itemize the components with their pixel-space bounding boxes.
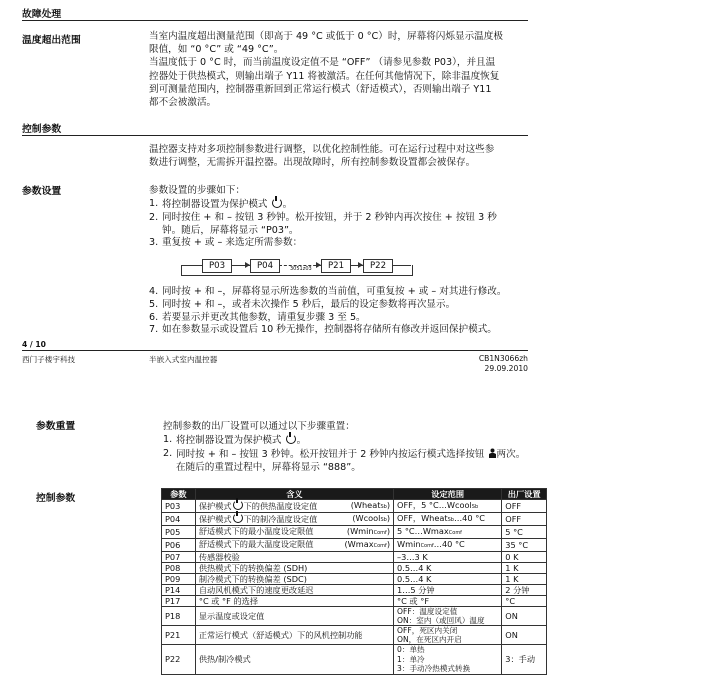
column-header: 含义: [195, 489, 393, 500]
table-row: P04 保护模式 下的制冷温度设定值 (WcoolSb) OFF，WheatSb…40 °C OFF: [162, 513, 547, 526]
param-reset-intro: 控制参数的出厂设置可以通过以下步骤重置：: [163, 421, 355, 432]
list-item: 钟。随后，屏幕将显示 “P03”。: [162, 224, 299, 236]
footer-company: 西门子楼宇科技: [22, 355, 76, 364]
temp-out-of-range-text: 当室内温度超出测量范围（即高于 49 °C 或低于 0 °C）时，屏幕将闪烁显示温度极 限值，如 “0 °C” 或 “49 °C”。 当温度低于 0 °C 时，而当前温度设定值不是 “OFF” （请参见参数 P03），并且温 控器处于供热模式，则输出端子 Y11 将被激活。在任何其他情况下，除非温度恢复 到可测量范围内，控制器重新回到正常运行模式（舒适模式），否则输出端子 Y11 都不会被激活。: [149, 31, 503, 109]
param-setting-steps: [149, 198, 529, 250]
param-reset-steps: [163, 434, 558, 474]
sequence-box: P04: [250, 259, 280, 273]
label-control-params-table: 控制参数: [36, 493, 76, 504]
list-item: 1. 将控制器设置为保护模式 。: [149, 198, 293, 210]
footer-date: 29.09.2010: [484, 364, 528, 373]
power-icon: [233, 513, 243, 523]
table-row: P18 显示温度或设定值 OFF：温度设定值 ON：室内（或回风）温度 ON: [162, 607, 547, 626]
list-item: 6. 若要显示并更改其他参数，请重复步骤 3 至 5。: [149, 311, 366, 323]
divider: [22, 135, 528, 136]
table-row: P07 传感器校验 –3…3 K 0 K: [162, 552, 547, 563]
table-row: P03 保护模式 下的供热温度设定值 (WheatSb) OFF，5 °C…WcoolSb OFF: [162, 500, 547, 513]
table-row: P09 制冷模式下的转换偏差 (SDC) 0.5…4 K 1 K: [162, 574, 547, 585]
list-item: 1. 将控制器设置为保护模式 。: [163, 434, 307, 446]
power-icon: [286, 434, 296, 444]
table-row: P14 自动风机模式下的速度更改延迟 1…5 分钟 2 分钟: [162, 585, 547, 596]
list-item: 5. 同时按 + 和 –，或者未次操作 5 秒后，最后的设定参数将再次显示。: [149, 298, 456, 310]
table-row: P22 供热/制冷模式 0：单热 1：单冷 3：手动冷热模式转换 3：手动: [162, 645, 547, 675]
table-header-row: [162, 489, 547, 500]
footer-product: 半嵌入式室内温控器: [149, 355, 218, 364]
power-icon: [272, 198, 282, 208]
column-header: 参数: [162, 489, 196, 500]
divider: [22, 20, 528, 21]
footer-doc-id: CB1N3066zh: [478, 354, 528, 363]
column-header: 出厂设置: [502, 489, 547, 500]
label-param-setting: 参数设置: [22, 186, 62, 197]
control-params-intro: 温控器支持对多项控制参数进行调整，以优化控制性能。可在运行过程中对这些参 数进行调整，无需拆开温控器。出现故障时，所有控制参数设置都会被保存。: [149, 144, 495, 169]
table-row: P08 供热模式下的转换偏差 (SDH) 0.5…4 K 1 K: [162, 563, 547, 574]
sequence-box: P21: [321, 259, 351, 273]
power-icon: [233, 500, 243, 510]
section-title-control-params: 控制参数: [22, 124, 62, 135]
sequence-box: P03: [202, 259, 232, 273]
parameter-sequence-diagram: [181, 255, 412, 277]
control-params-table: [161, 488, 547, 675]
list-item: 2. 同时按住 + 和 – 按钮 3 秒钟。松开按钮，并于 2 秒钟内再次按住 + 按钮 3 秒: [149, 211, 497, 223]
table-row: P05 舒适模式下的最小温度设定限值 (WminComf) 5 °C…WmaxComf 5 °C: [162, 526, 547, 539]
page-number: 4 / 10: [22, 340, 46, 349]
diagram-ref-label: 3051z03: [290, 266, 312, 272]
person-icon: [488, 448, 497, 458]
list-item: 3. 重复按 + 或 – 来选定所需参数：: [149, 237, 303, 249]
divider: [22, 350, 528, 351]
table-row: P21 正常运行模式（舒适模式）下的风机控制功能 OFF，死区内关闭 ON，在死区内开启 ON: [162, 626, 547, 645]
label-temp-out-of-range: 温度超出范围: [22, 35, 81, 46]
table-row: P17 °C 或 °F 的选择 °C 或 °F °C: [162, 596, 547, 607]
table-row: P06 舒适模式下的最大温度设定限值 (WmaxComf) WminComf…40 °C 35 °C: [162, 539, 547, 552]
label-param-reset: 参数重置: [36, 421, 76, 432]
param-setting-intro: 参数设置的步骤如下：: [149, 185, 245, 196]
list-item: 在随后的重置过程中，屏幕将显示 “888”。: [176, 461, 361, 473]
list-item: 2. 同时按 + 和 – 按钮 3 秒钟。松开按钮并于 2 秒钟内按运行模式选择按钮 两次。: [163, 447, 526, 460]
list-item: 7. 如在参数显示或设置后 10 秒无操作，控制器将存储所有修改并返回保护模式。: [149, 324, 497, 336]
list-item: 4. 同时按 + 和 –，屏幕将显示所选参数的当前值，可重复按 + 或 – 对其进行修改。: [149, 286, 507, 297]
param-setting-steps-continued: [149, 286, 539, 337]
sequence-box: P22: [363, 259, 393, 273]
column-header: 设定范围: [394, 489, 502, 500]
section-title-fault: 故障处理: [22, 9, 62, 20]
